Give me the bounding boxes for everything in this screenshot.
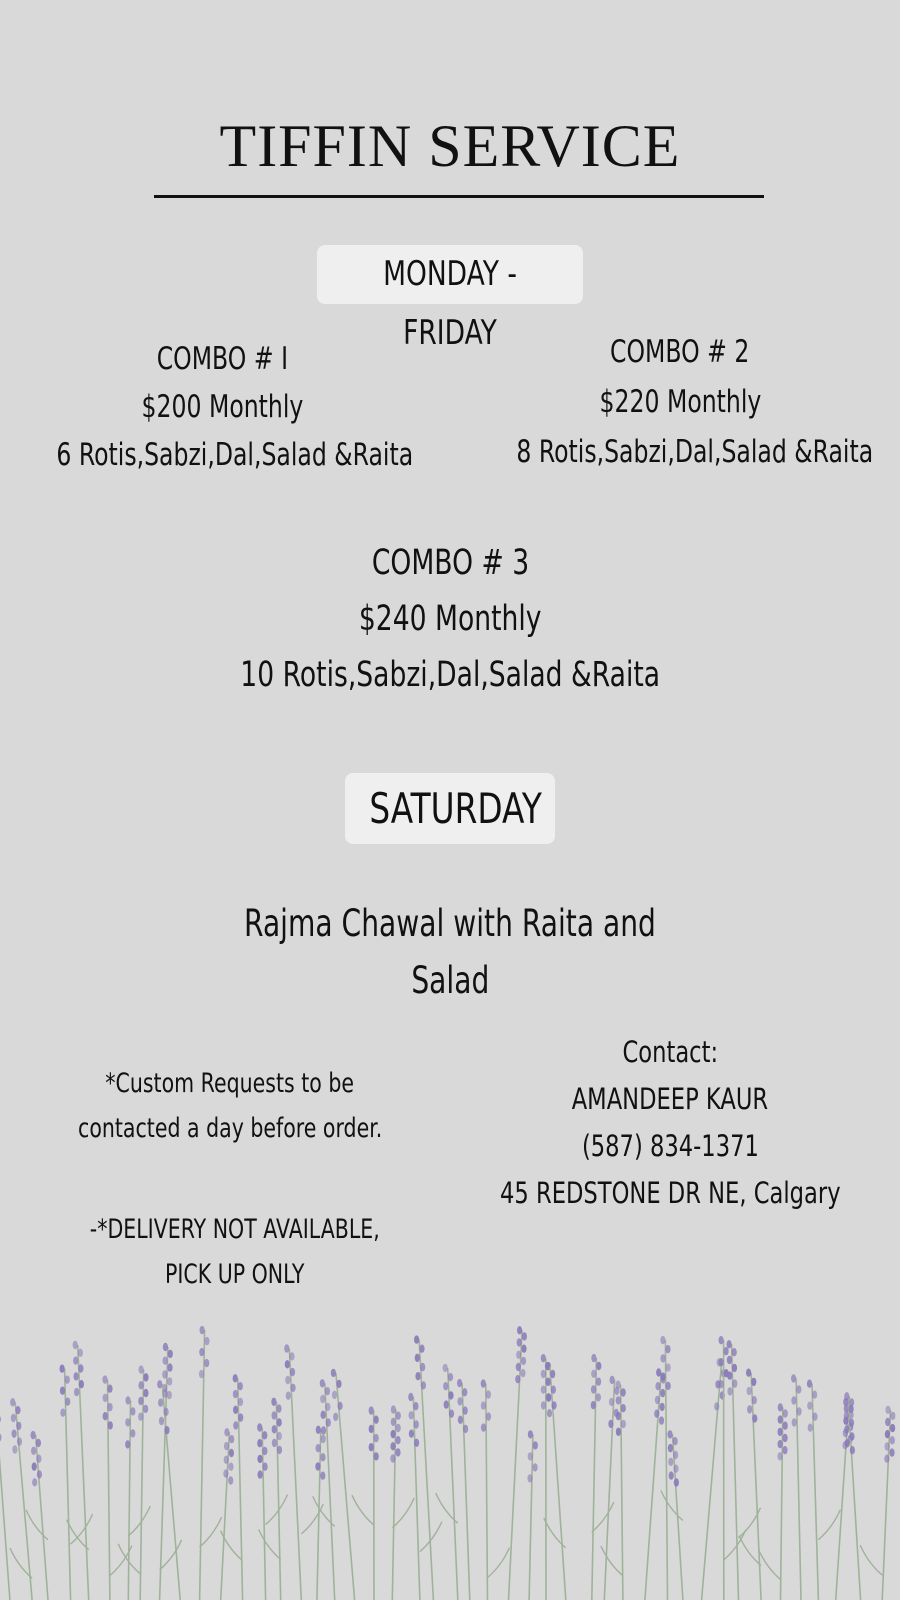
weekday-heading-badge bbox=[317, 245, 583, 353]
combo-3-name: COMBO # 3 bbox=[371, 543, 529, 583]
saturday-heading-badge bbox=[345, 773, 555, 844]
combo-1-card bbox=[0, 335, 445, 479]
saturday-heading: SATURDAY bbox=[369, 784, 542, 833]
contact-name: AMANDEEP KAUR bbox=[571, 1082, 769, 1116]
combo-3-price: $240 Monthly bbox=[358, 599, 542, 639]
saturday-meal-line-2: Salad bbox=[411, 959, 489, 1002]
delivery-note-line-1: -*DELIVERY NOT AVAILABLE, bbox=[90, 1214, 380, 1245]
combo-1-items: 6 Rotis,Sabzi,Dal,Salad &Raita bbox=[56, 437, 414, 473]
lavender-flowers-illustration bbox=[0, 1320, 900, 1600]
custom-note-line-1: *Custom Requests to be bbox=[105, 1068, 355, 1099]
combo-3-card bbox=[0, 535, 900, 703]
contact-label: Contact: bbox=[622, 1035, 718, 1069]
custom-requests-note bbox=[0, 1061, 460, 1151]
saturday-meal-line-1: Rajma Chawal with Raita and bbox=[244, 902, 656, 945]
weekday-heading: MONDAY - FRIDAY bbox=[383, 254, 517, 353]
delivery-note bbox=[5, 1207, 465, 1297]
contact-address: 45 REDSTONE DR NE, Calgary bbox=[499, 1176, 841, 1210]
combo-1-price: $200 Monthly bbox=[141, 389, 304, 425]
page-title: TIFFIN SERVICE bbox=[219, 113, 681, 179]
saturday-meal bbox=[0, 895, 900, 1009]
delivery-note-line-2: PICK UP ONLY bbox=[165, 1259, 305, 1290]
combo-3-items: 10 Rotis,Sabzi,Dal,Salad &Raita bbox=[240, 655, 660, 695]
title-divider bbox=[154, 195, 764, 198]
combo-2-name: COMBO # 2 bbox=[610, 334, 750, 370]
combo-2-price: $220 Monthly bbox=[599, 384, 761, 420]
contact-block bbox=[445, 1029, 895, 1217]
combo-2-items: 8 Rotis,Sabzi,Dal,Salad &Raita bbox=[516, 434, 874, 470]
combo-2-card bbox=[460, 327, 900, 477]
custom-note-line-2: contacted a day before order. bbox=[77, 1113, 383, 1144]
combo-1-name: COMBO # I bbox=[156, 341, 289, 377]
contact-phone: (587) 834-1371 bbox=[581, 1129, 759, 1163]
